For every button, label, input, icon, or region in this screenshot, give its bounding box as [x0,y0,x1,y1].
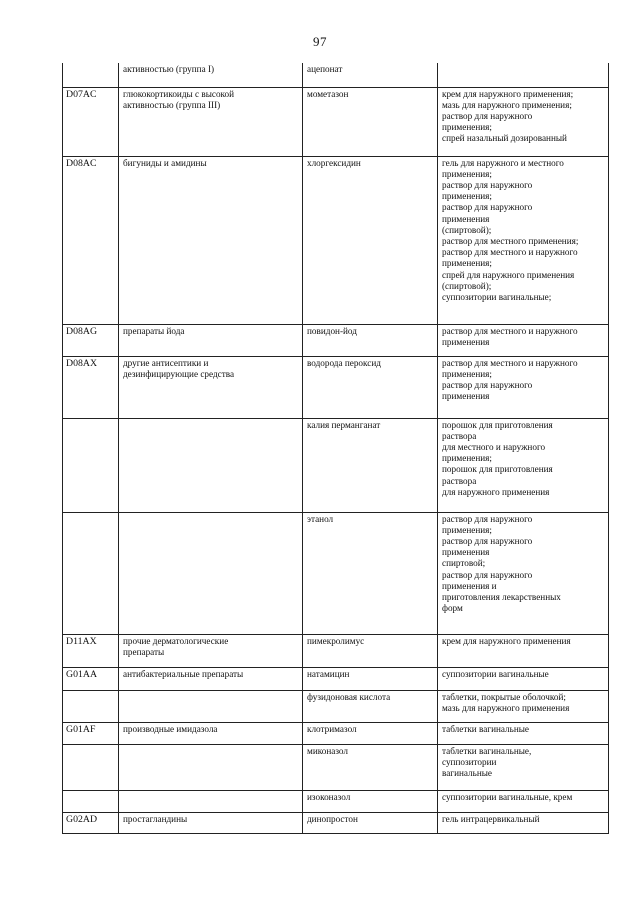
dosage-form-cell: раствор для наружного применения; раствор для наружного применения спиртовой; раствор для наружного применения и приготовления лекарственных форм [438,512,609,634]
table-row [63,722,609,744]
dosage-form-cell: гель интрацервикальный [438,812,609,833]
atc-code-cell: G02AD [63,812,119,833]
atc-code-cell: D11AX [63,634,119,667]
drug-cell: изоконазол [303,790,438,812]
table-row [63,790,609,812]
drug-cell: повидон-йод [303,324,438,356]
group-cell [119,790,303,812]
table-row [63,667,609,690]
page-number: 97 [313,34,327,49]
group-cell [119,690,303,722]
dosage-form-cell: крем для наружного применения; мазь для наружного применения; раствор для наружного применения; спрей назальный дозированный [438,87,609,156]
group-cell: препараты йода [119,324,303,356]
table-row [63,634,609,667]
table-row [63,324,609,356]
table-row [63,512,609,634]
drug-cell: пимекролимус [303,634,438,667]
drug-cell: калия перманганат [303,418,438,512]
atc-code-cell [63,744,119,790]
dosage-form-cell: гель для наружного и местного применения; раствор для наружного применения; раствор для наружного применения (спиртовой); раствор для местного применения; раствор для местного и наружного применения; спрей для наружного применения (спиртовой); суппозитории вагинальные; [438,156,609,324]
group-cell [119,418,303,512]
table-row [63,87,609,156]
atc-code-cell: D08AG [63,324,119,356]
table-row [63,63,609,87]
atc-code-cell [63,418,119,512]
table-row [63,356,609,418]
table-row [63,156,609,324]
drug-cell: этанол [303,512,438,634]
table-row [63,744,609,790]
group-cell: другие антисептики и дезинфицирующие средства [119,356,303,418]
group-cell: простагландины [119,812,303,833]
table-row [63,418,609,512]
table-row [63,812,609,833]
dosage-form-cell [438,63,609,87]
drug-cell: мометазон [303,87,438,156]
dosage-form-cell: суппозитории вагинальные, крем [438,790,609,812]
dosage-form-cell: таблетки вагинальные, суппозитории вагинальные [438,744,609,790]
atc-code-cell [63,512,119,634]
dosage-form-cell: суппозитории вагинальные [438,667,609,690]
atc-code-cell: D08AX [63,356,119,418]
atc-code-cell [63,790,119,812]
dosage-form-cell: таблетки, покрытые оболочкой; мазь для наружного применения [438,690,609,722]
atc-code-cell: D08AC [63,156,119,324]
drug-cell: миконазол [303,744,438,790]
drug-cell: фузидоновая кислота [303,690,438,722]
drug-cell: хлоргексидин [303,156,438,324]
atc-code-cell [63,63,119,87]
group-cell: антибактериальные препараты [119,667,303,690]
group-cell: производные имидазола [119,722,303,744]
table-row [63,690,609,722]
drug-table [62,63,609,834]
atc-code-cell: G01AF [63,722,119,744]
group-cell [119,512,303,634]
drug-cell: динопростон [303,812,438,833]
atc-code-cell [63,690,119,722]
dosage-form-cell: крем для наружного применения [438,634,609,667]
group-cell: бигуниды и амидины [119,156,303,324]
group-cell [119,744,303,790]
drug-cell: натамицин [303,667,438,690]
group-cell: активностью (группа I) [119,63,303,87]
dosage-form-cell: таблетки вагинальные [438,722,609,744]
dosage-form-cell: раствор для местного и наружного применения [438,324,609,356]
drug-cell: водорода пероксид [303,356,438,418]
dosage-form-cell: порошок для приготовления раствора для местного и наружного применения; порошок для приготовления раствора для наружного применения [438,418,609,512]
dosage-form-cell: раствор для местного и наружного применения; раствор для наружного применения [438,356,609,418]
drug-cell: клотримазол [303,722,438,744]
group-cell: прочие дерматологические препараты [119,634,303,667]
group-cell: глюкокортикоиды с высокой активностью (группа III) [119,87,303,156]
drug-cell: ацепонат [303,63,438,87]
atc-code-cell: D07AC [63,87,119,156]
atc-code-cell: G01AA [63,667,119,690]
